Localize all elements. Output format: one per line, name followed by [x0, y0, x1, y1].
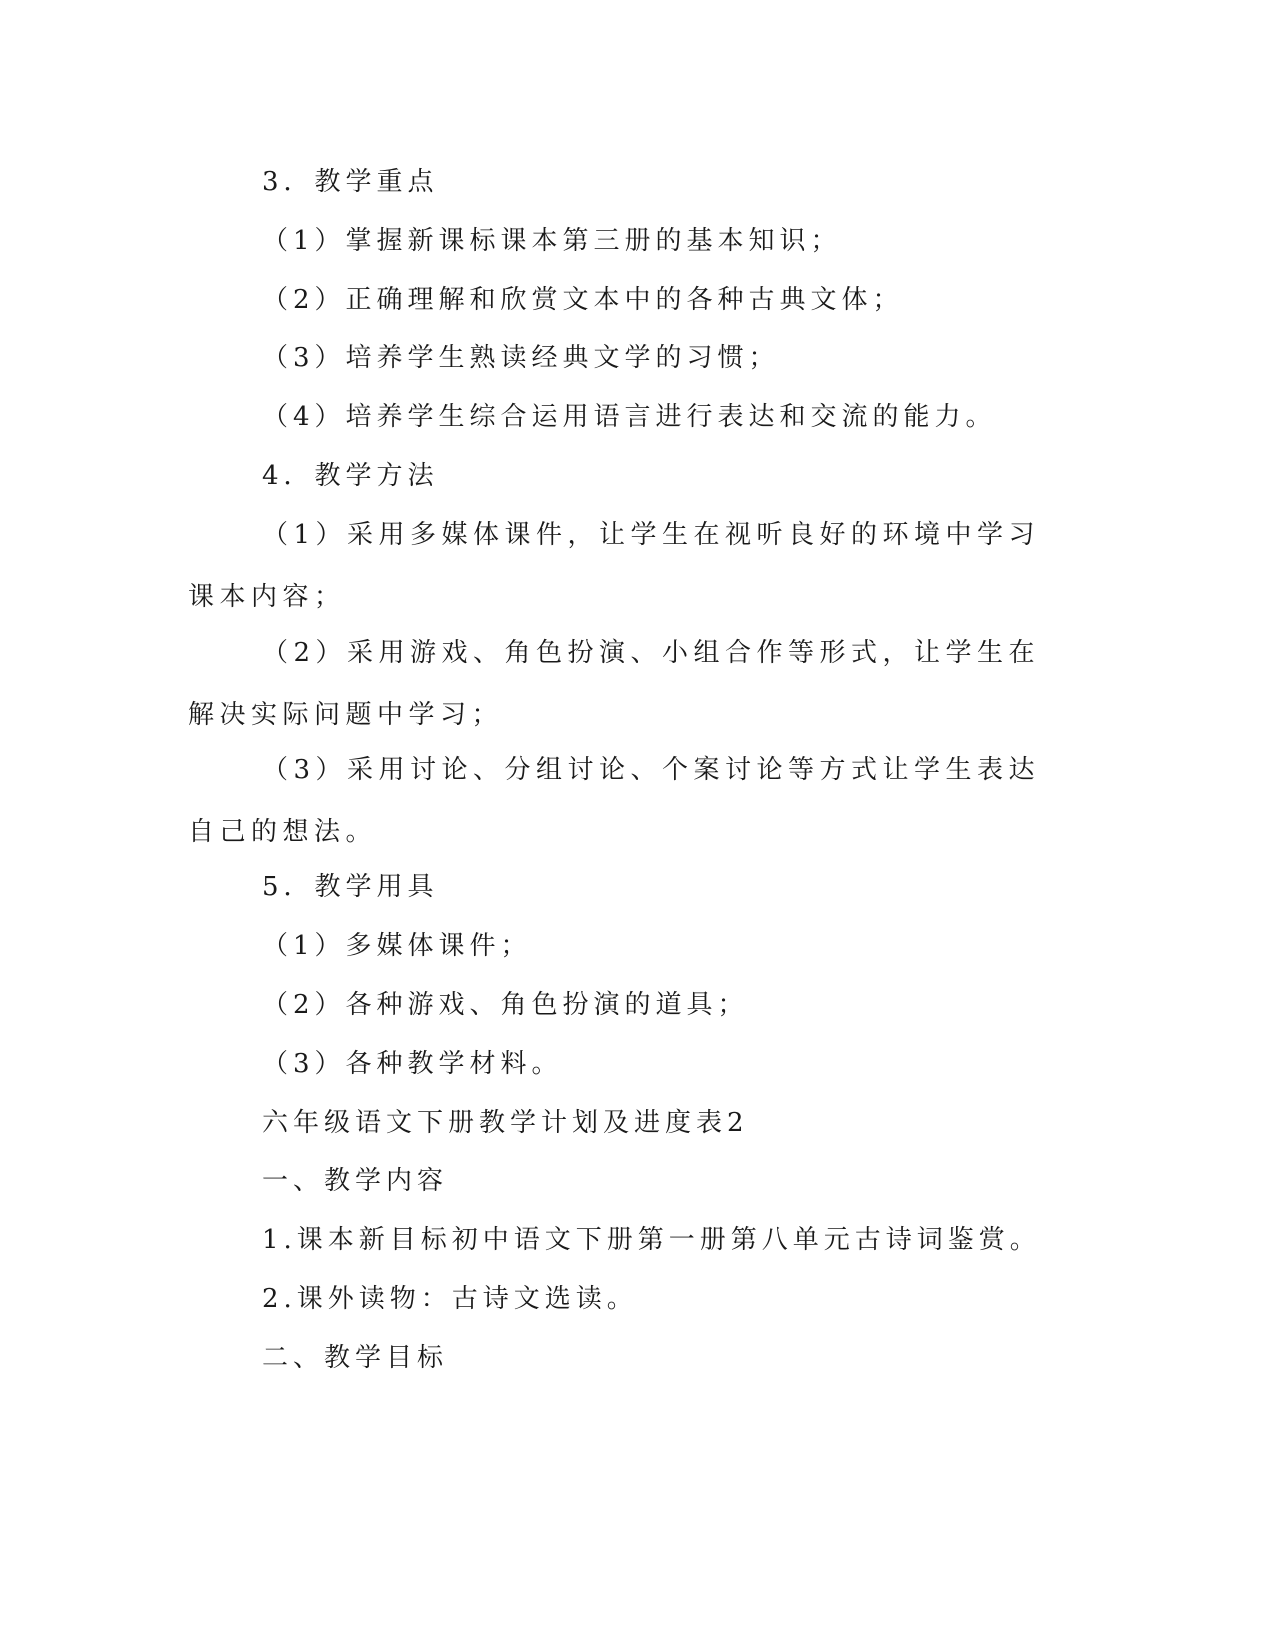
section-heading-teaching-method: 4．教学方法 — [262, 461, 439, 491]
document-subtitle: 六年级语文下册教学计划及进度表2 — [262, 1108, 749, 1138]
list-item: （2）正确理解和欣赏文本中的各种古典文体； — [262, 285, 904, 315]
list-item: （4）培养学生综合运用语言进行表达和交流的能力。 — [262, 402, 997, 432]
list-item: （3）各种教学材料。 — [262, 1049, 563, 1079]
paragraph: （2）采用游戏、角色扮演、小组合作等形式，让学生在解决实际问题中学习； — [188, 638, 1041, 730]
paragraph: （3）采用讨论、分组讨论、个案讨论等方式让学生表达自己的想法。 — [188, 755, 1041, 847]
section-heading-teaching-tools: 5．教学用具 — [262, 872, 439, 902]
list-item: （1）掌握新课标课本第三册的基本知识； — [262, 226, 842, 256]
list-item: 2.课外读物：古诗文选读。 — [262, 1284, 638, 1314]
list-item: （1）多媒体课件； — [262, 931, 532, 961]
list-item: （3）培养学生熟读经典文学的习惯； — [262, 343, 780, 373]
section-heading-teaching-focus: 3．教学重点 — [262, 167, 439, 197]
list-item: （2）各种游戏、角色扮演的道具； — [262, 990, 749, 1020]
section-heading-teaching-content: 一、教学内容 — [262, 1166, 449, 1196]
list-item: 1.课本新目标初中语文下册第一册第八单元古诗词鉴赏。 — [262, 1225, 1041, 1255]
section-heading-teaching-goals: 二、教学目标 — [262, 1343, 449, 1373]
paragraph: （1）采用多媒体课件，让学生在视听良好的环境中学习课本内容； — [188, 520, 1041, 612]
